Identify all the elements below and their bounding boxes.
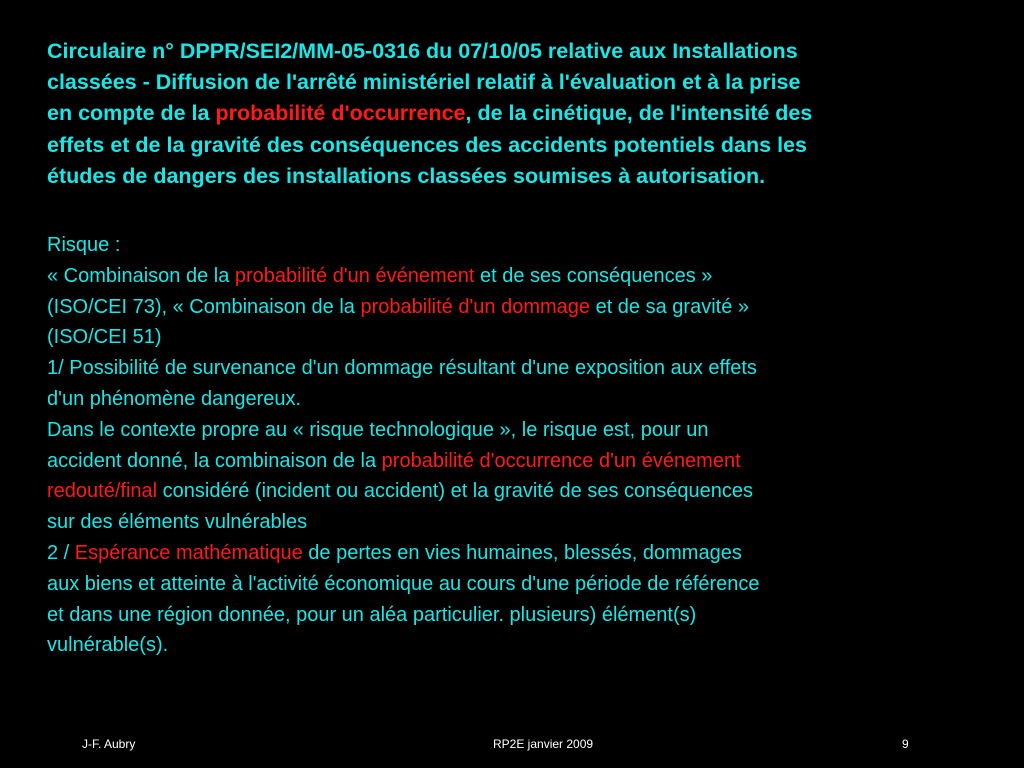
body-line: Risque : <box>47 234 121 256</box>
body-line: Dans le contexte propre au « risque technologique », le risque est, pour un <box>47 418 709 441</box>
body-text: et de sa gravité » <box>590 295 749 318</box>
footer-event: RP2E janvier 2009 <box>493 737 594 751</box>
body-text: de pertes en vies humaines, blessés, dommages <box>302 541 742 564</box>
body-line <box>47 476 977 507</box>
body-text: et de ses conséquences » <box>474 264 713 287</box>
title-line: classées - Diffusion de l'arrêté ministériel relatif à l'évaluation et à la prise <box>47 70 801 95</box>
title-line: Circulaire n° DPPR/SEI2/MM-05-0316 du 07/10/05 relative aux Installations <box>47 39 798 63</box>
body-text: 2 / <box>47 541 75 564</box>
highlighted-term: redouté/final <box>47 480 158 503</box>
footer-author: J-F. Aubry <box>82 737 136 751</box>
body-text: accident donné, la combinaison de la <box>47 449 382 472</box>
body-line <box>47 261 977 292</box>
body-text: considéré (incident ou accident) et la gravité de ses conséquences <box>157 480 753 503</box>
body-line: 1/ Possibilité de survenance d'un dommage résultant d'une exposition aux effets <box>47 357 757 380</box>
body-line: et dans une région donnée, pour un aléa particulier. plusieurs) élément(s) <box>47 603 697 626</box>
body-line: vulnérable(s). <box>47 634 169 657</box>
body-line <box>47 292 977 323</box>
highlighted-term: probabilité d'occurrence <box>215 101 466 126</box>
highlighted-term: Espérance mathématique <box>74 541 303 564</box>
title-text: en compte de la <box>47 101 216 126</box>
body-line <box>47 446 977 477</box>
highlighted-term: probabilité d'occurrence d'un événement <box>381 449 741 472</box>
body-line: (ISO/CEI 51) <box>47 326 162 349</box>
highlighted-term: probabilité d'un événement <box>234 264 475 287</box>
body-line <box>47 538 977 569</box>
title-line: effets et de la gravité des conséquences des accidents potentiels dans les <box>47 132 807 157</box>
highlighted-term: probabilité d'un dommage <box>360 295 591 318</box>
body-line: aux biens et atteinte à l'activité économique au cours d'une période de référence <box>47 572 760 595</box>
title-line: études de dangers des installations classées soumises à autorisation. <box>47 163 766 188</box>
body-text: (ISO/CEI 73), « Combinaison de la <box>47 295 361 318</box>
body-line: sur des éléments vulnérables <box>47 511 308 534</box>
footer-page-number: 9 <box>902 737 909 751</box>
title-text: , de la cinétique, de l'intensité des <box>465 101 813 126</box>
slide-title <box>47 36 977 192</box>
slide-body <box>47 230 977 661</box>
body-line: d'un phénomène dangereux. <box>47 387 302 410</box>
title-line <box>47 98 977 129</box>
body-text: « Combinaison de la <box>47 264 235 287</box>
